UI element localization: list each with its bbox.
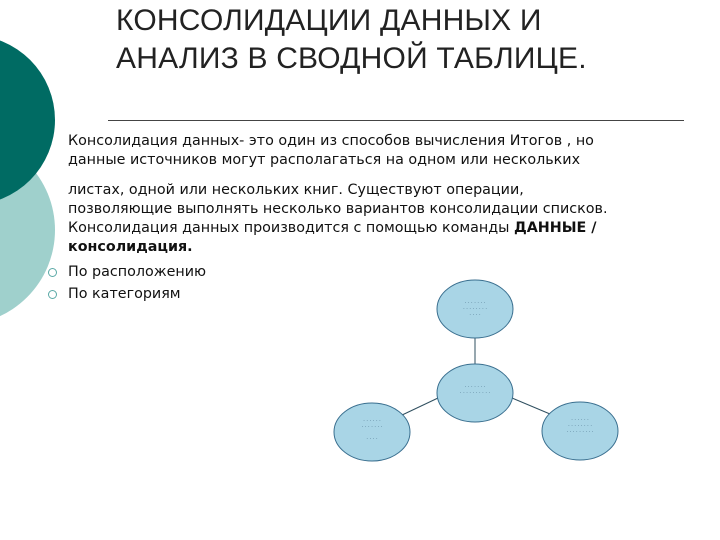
- paragraph-line-1: Консолидация данных- это один из способов вычисления Итогов , но: [68, 133, 594, 149]
- bullet-text: По расположению: [68, 264, 207, 280]
- paragraph-line-5: [68, 219, 698, 238]
- svg-text:· · · · · · · ·: · · · · · · · ·: [463, 306, 487, 312]
- command-name-cont: консолидация.: [68, 239, 193, 256]
- paragraph-line-4: позволяющие выполнять несколько вариантов консолидации списков.: [68, 200, 608, 217]
- bullet-text: По категориям: [68, 285, 181, 302]
- bullet-item: [48, 262, 206, 284]
- svg-text:· · · ·: · · · ·: [469, 312, 481, 318]
- svg-text:· · · · · · ·: · · · · · · ·: [464, 300, 486, 306]
- bullet-circle-icon: [48, 290, 57, 299]
- svg-text:· · · · · · · · · ·: · · · · · · · · · ·: [459, 390, 491, 396]
- diagram-node-top: [437, 280, 513, 338]
- diagram-node-center: [437, 364, 513, 422]
- svg-text:· · · · · ·: · · · · · ·: [571, 417, 589, 423]
- connector-right: [512, 398, 550, 414]
- diagram-node-left: [334, 403, 410, 461]
- paragraph-line-5-text: Консолидация данных производится с помощью команды: [68, 220, 514, 237]
- bullet-list: [48, 262, 206, 305]
- paragraph: [68, 132, 698, 258]
- svg-text:· · · · · · ·: · · · · · · ·: [464, 384, 486, 390]
- slide-title: [116, 2, 696, 78]
- paragraph-line-3: листах, одной или нескольких книг. Существуют операции,: [68, 181, 524, 198]
- svg-text:· · · · · · · ·: · · · · · · · ·: [568, 423, 592, 429]
- consolidation-diagram: [330, 276, 630, 466]
- title-line-1: КОНСОЛИДАЦИИ ДАННЫХ И: [116, 4, 542, 37]
- command-name: ДАННЫЕ /: [513, 220, 597, 237]
- diagram-node-right: [542, 402, 618, 460]
- svg-text:· · · ·: · · · ·: [366, 436, 378, 442]
- bullet-item: [48, 284, 206, 306]
- paragraph-line-2: данные источников могут располагаться на одном или нескольких: [68, 152, 581, 169]
- title-divider: [108, 120, 684, 121]
- connector-left: [400, 398, 438, 416]
- bullet-circle-icon: [48, 268, 57, 277]
- svg-text:· · · · · ·: · · · · · ·: [363, 418, 381, 424]
- svg-text:· · · · · · · · ·: · · · · · · · · ·: [566, 429, 594, 435]
- svg-text:· · · · · · ·: · · · · · · ·: [361, 424, 383, 430]
- title-line-2: АНАЛИЗ В СВОДНОЙ ТАБЛИЦЕ.: [116, 42, 587, 75]
